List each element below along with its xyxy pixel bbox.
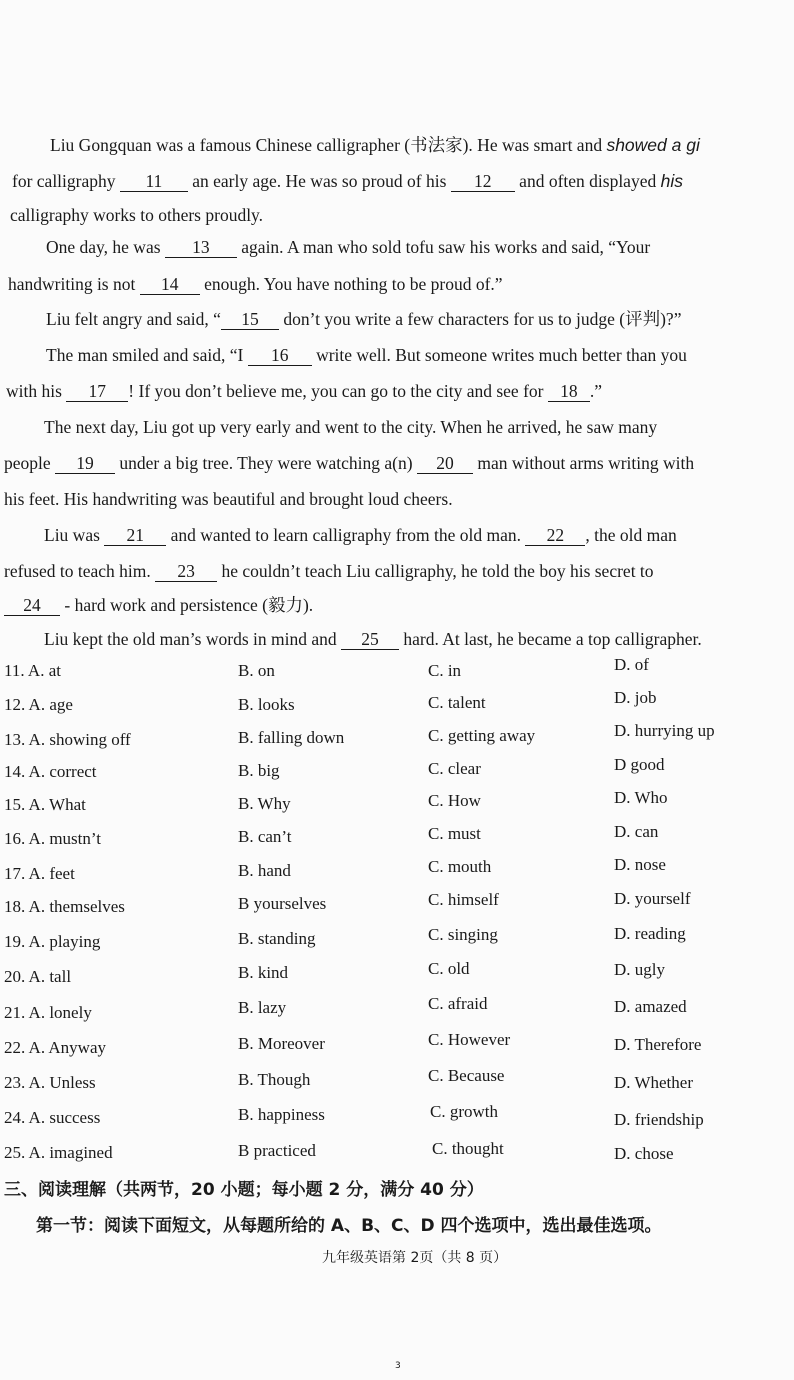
option-16a: 16. A. mustn’t [4, 829, 101, 848]
blank-14: 14 [140, 274, 200, 295]
option-12a: 12. A. age [4, 695, 73, 714]
passage-line-12: Liu was 21 and wanted to learn calligraphy from the old man. 22 , the old man [44, 525, 677, 545]
option-16d: D. can [614, 822, 659, 841]
option-25d: D. chose [614, 1144, 674, 1163]
option-12d: D. job [614, 688, 657, 707]
passage-line-2: for calligraphy 11 an early age. He was so proud of his 12 and often displayed his [12, 171, 683, 191]
blank-25: 25 [341, 629, 399, 650]
option-14b: B. big [238, 761, 280, 780]
blank-13: 13 [165, 237, 237, 258]
passage-line-14: 24 - hard work and persistence (毅力). [4, 588, 313, 623]
option-22c: C. However [428, 1030, 511, 1049]
option-13d: D. hurrying up [614, 721, 715, 740]
option-20a: 20. A. tall [4, 967, 72, 986]
passage-line-7: The man smiled and said, “I 16 write well. But someone writes much better than you [46, 345, 687, 365]
option-17d: D. nose [614, 855, 666, 874]
option-17b: B. hand [238, 861, 291, 880]
option-19c: C. singing [428, 925, 498, 944]
option-25a: 25. A. imagined [4, 1143, 113, 1162]
blank-19: 19 [55, 453, 115, 474]
blank-17: 17 [66, 381, 128, 402]
option-24b: B. happiness [238, 1105, 325, 1124]
option-13b: B. falling down [238, 728, 345, 747]
option-11c: C. in [428, 661, 462, 680]
blank-15: 15 [221, 309, 279, 330]
blank-24: 24 [4, 595, 60, 616]
option-11b: B. on [238, 661, 275, 680]
option-19d: D. reading [614, 924, 686, 943]
option-23a: 23. A. Unless [4, 1073, 96, 1092]
blank-22: 22 [525, 525, 585, 546]
option-24c: C. growth [430, 1102, 498, 1121]
option-20d: D. ugly [614, 960, 665, 979]
passage-line-4: One day, he was 13 again. A man who sold tofu saw his works and said, “Your [46, 237, 651, 257]
option-21b: B. lazy [238, 998, 287, 1017]
option-25b: B practiced [238, 1141, 316, 1160]
option-15d: D. Who [614, 788, 668, 807]
passage-line-15: Liu kept the old man’s words in mind and 25 hard. At last, he became a top calligrapher. [44, 629, 702, 649]
blank-12: 12 [451, 171, 515, 192]
option-23b: B. Though [238, 1070, 311, 1089]
section3-heading: 三、阅读理解（共两节，20 小题；每小题 2 分，满分 40 分） [4, 1180, 484, 1200]
passage-line-1: Liu Gongquan was a famous Chinese calligrapher (书法家). He was smart and showed a gi [50, 135, 700, 155]
option-25c: C. thought [432, 1139, 504, 1158]
option-19a: 19. A. playing [4, 932, 101, 951]
option-15a: 15. A. What [4, 795, 86, 814]
page-number: 3 [395, 1361, 401, 1371]
blank-20: 20 [417, 453, 473, 474]
option-11a: 11. A. at [4, 661, 61, 680]
option-21c: C. afraid [428, 994, 488, 1013]
blank-23: 23 [155, 561, 217, 582]
option-21d: D. amazed [614, 997, 687, 1016]
passage-line-8: with his 17 ! If you don’t believe me, you can go to the city and see for 18 .” [6, 381, 603, 401]
option-19b: B. standing [238, 929, 316, 948]
blank-18: 18 [548, 381, 590, 402]
option-14a: 14. A. correct [4, 762, 97, 781]
option-22a: 22. A. Anyway [4, 1038, 106, 1057]
passage-line-10: people 19 under a big tree. They were watching a(n) 20 man without arms writing with [4, 453, 695, 473]
option-20c: C. old [428, 959, 470, 978]
passage-line-5: handwriting is not 14 enough. You have nothing to be proud of.” [8, 274, 503, 294]
option-12c: C. talent [428, 693, 486, 712]
passage-line-6: Liu felt angry and said, “ 15 don’t you write a few characters for us to judge (评判)?” [46, 309, 682, 329]
option-23d: D. Whether [614, 1073, 693, 1092]
option-22d: D. Therefore [614, 1035, 702, 1054]
option-15c: C. How [428, 791, 481, 810]
option-18d: D. yourself [614, 889, 691, 908]
page-footer: 九年级英语第 2页（共 8 页） [322, 1250, 508, 1266]
option-23c: C. Because [428, 1066, 505, 1085]
option-17a: 17. A. feet [4, 864, 75, 883]
option-22b: B. Moreover [238, 1034, 325, 1053]
option-12b: B. looks [238, 695, 295, 714]
blank-11: 11 [120, 171, 188, 192]
option-13c: C. getting away [428, 726, 536, 745]
section3-subheading: 第一节：阅读下面短文，从每题所给的 A、B、C、D 四个选项中，选出最佳选项。 [36, 1216, 662, 1236]
passage-line-11: his feet. His handwriting was beautiful and brought loud cheers. [4, 489, 453, 509]
option-17c: C. mouth [428, 857, 492, 876]
option-11d: D. of [614, 655, 649, 674]
option-18b: B yourselves [238, 894, 327, 913]
option-15b: B. Why [238, 794, 291, 813]
blank-16: 16 [248, 345, 312, 366]
option-16c: C. must [428, 824, 481, 843]
option-18a: 18. A. themselves [4, 897, 125, 916]
option-18c: C. himself [428, 890, 499, 909]
option-14d: D good [614, 755, 665, 774]
option-16b: B. can’t [238, 827, 292, 846]
option-20b: B. kind [238, 963, 289, 982]
passage-line-9: The next day, Liu got up very early and went to the city. When he arrived, he saw many [44, 417, 658, 437]
passage-line-3: calligraphy works to others proudly. [10, 205, 264, 225]
option-24a: 24. A. success [4, 1108, 101, 1127]
blank-21: 21 [104, 525, 166, 546]
option-24d: D. friendship [614, 1110, 704, 1129]
option-13a: 13. A. showing off [4, 730, 131, 749]
option-14c: C. clear [428, 759, 481, 778]
passage-line-13: refused to teach him. 23 he couldn’t teach Liu calligraphy, he told the boy his secret to [4, 561, 654, 581]
option-21a: 21. A. lonely [4, 1003, 92, 1022]
